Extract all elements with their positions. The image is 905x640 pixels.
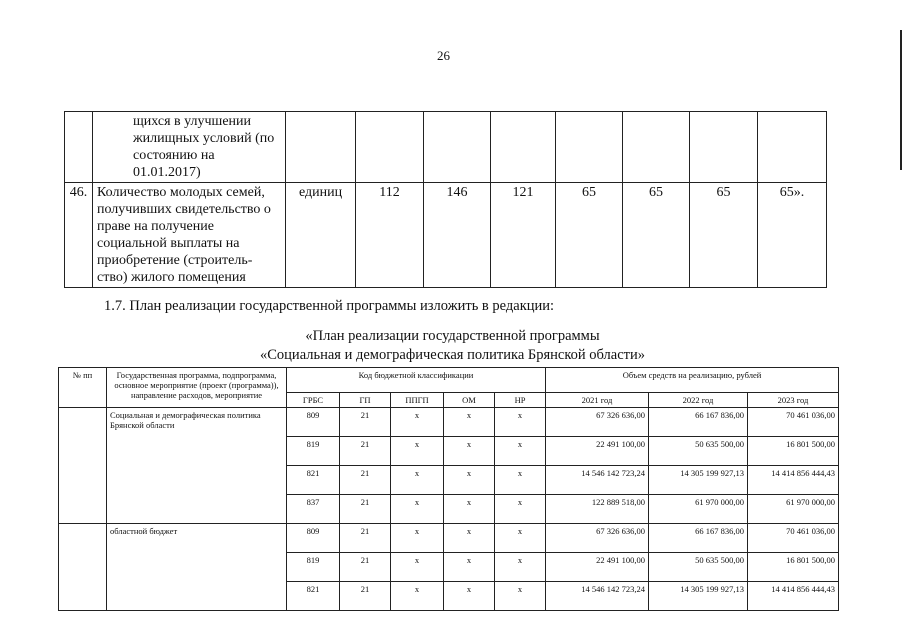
y2022-cell: 66 167 836,00	[649, 524, 748, 553]
nr-cell: х	[495, 495, 546, 524]
y2022-cell: 14 305 199 927,13	[649, 466, 748, 495]
header-2021: 2021 год	[546, 393, 649, 408]
y2023-cell: 16 801 500,00	[748, 437, 839, 466]
ppgp-cell: х	[391, 495, 444, 524]
unit-cell: единиц	[286, 183, 356, 288]
program-name: Социальная и демографическая политика Брянской области	[107, 408, 287, 524]
gp-cell: 21	[340, 582, 391, 611]
grbs-cell: 809	[287, 408, 340, 437]
y2023-cell: 14 414 856 444,43	[748, 466, 839, 495]
grbs-cell: 809	[287, 524, 340, 553]
y2021-cell: 67 326 636,00	[546, 408, 649, 437]
y2023-cell: 14 414 856 444,43	[748, 582, 839, 611]
nr-cell: х	[495, 466, 546, 495]
value-cell: 65	[556, 183, 623, 288]
gp-cell: 21	[340, 524, 391, 553]
ppgp-cell: х	[391, 437, 444, 466]
nr-cell: х	[495, 437, 546, 466]
om-cell: х	[444, 437, 495, 466]
value-cell: 112	[356, 183, 424, 288]
nr-cell: х	[495, 582, 546, 611]
om-cell: х	[444, 582, 495, 611]
grbs-cell: 819	[287, 553, 340, 582]
row-number	[65, 112, 93, 183]
value-cell: 65	[690, 183, 758, 288]
nr-cell: х	[495, 553, 546, 582]
ppgp-cell: х	[391, 408, 444, 437]
om-cell: х	[444, 524, 495, 553]
value-cell: 65».	[758, 183, 827, 288]
y2021-cell: 22 491 100,00	[546, 437, 649, 466]
plan-title-line1: «План реализации государственной программы	[305, 328, 600, 344]
ppgp-cell: х	[391, 466, 444, 495]
om-cell: х	[444, 553, 495, 582]
grbs-cell: 837	[287, 495, 340, 524]
row-number: 46.	[65, 183, 93, 288]
y2023-cell: 70 461 036,00	[748, 524, 839, 553]
header-funds: Объем средств на реализацию, рублей	[546, 368, 839, 393]
gp-cell: 21	[340, 495, 391, 524]
header-budget-code: Код бюджетной классификации	[287, 368, 546, 393]
indicator-text: щихся в улучшении жилищных условий (по состоянию на 01.01.2017)	[93, 112, 286, 183]
y2021-cell: 122 889 518,00	[546, 495, 649, 524]
nr-cell: х	[495, 524, 546, 553]
row-number	[59, 524, 107, 611]
header-row	[59, 368, 839, 393]
ppgp-cell: х	[391, 553, 444, 582]
om-cell: х	[444, 466, 495, 495]
table-row	[59, 524, 839, 553]
program-name: областной бюджет	[107, 524, 287, 611]
om-cell: х	[444, 408, 495, 437]
table-row	[65, 112, 827, 183]
value-cell: 65	[623, 183, 690, 288]
header-2023: 2023 год	[748, 393, 839, 408]
header-program: Государственная программа, подпрограмма, основное мероприятие (проект (программа)), направление расходов, мероприятие	[107, 368, 287, 408]
y2022-cell: 14 305 199 927,13	[649, 582, 748, 611]
value-cell: 121	[491, 183, 556, 288]
gp-cell: 21	[340, 466, 391, 495]
header-ppgp: ППГП	[391, 393, 444, 408]
y2021-cell: 14 546 142 723,24	[546, 582, 649, 611]
y2022-cell: 50 635 500,00	[649, 437, 748, 466]
section-text: 1.7. План реализации государственной программы изложить в редакции:	[104, 298, 555, 314]
plan-title	[0, 327, 905, 365]
y2021-cell: 22 491 100,00	[546, 553, 649, 582]
grbs-cell: 821	[287, 582, 340, 611]
y2023-cell: 16 801 500,00	[748, 553, 839, 582]
y2022-cell: 61 970 000,00	[649, 495, 748, 524]
plan-table	[58, 367, 839, 611]
header-om: ОМ	[444, 393, 495, 408]
ppgp-cell: х	[391, 582, 444, 611]
header-grbs: ГРБС	[287, 393, 340, 408]
y2022-cell: 50 635 500,00	[649, 553, 748, 582]
indicator-text: Количество молодых семей, получивших свидетельство о праве на получение социальной выплаты на приобретение (строитель-ство) жилого помещения	[93, 183, 286, 288]
header-2022: 2022 год	[649, 393, 748, 408]
y2023-cell: 61 970 000,00	[748, 495, 839, 524]
table-row	[65, 183, 827, 288]
row-number	[59, 408, 107, 524]
indicators-table	[64, 111, 827, 288]
table-row	[59, 408, 839, 437]
gp-cell: 21	[340, 408, 391, 437]
header-gp: ГП	[340, 393, 391, 408]
ppgp-cell: х	[391, 524, 444, 553]
y2021-cell: 67 326 636,00	[546, 524, 649, 553]
grbs-cell: 819	[287, 437, 340, 466]
grbs-cell: 821	[287, 466, 340, 495]
header-num: № пп	[59, 368, 107, 408]
y2023-cell: 70 461 036,00	[748, 408, 839, 437]
plan-table-body	[59, 408, 839, 611]
om-cell: х	[444, 495, 495, 524]
value-cell: 146	[424, 183, 491, 288]
plan-title-line2: «Социальная и демографическая политика Брянской области»	[260, 347, 645, 363]
gp-cell: 21	[340, 553, 391, 582]
page-edge-line	[900, 30, 902, 170]
y2021-cell: 14 546 142 723,24	[546, 466, 649, 495]
header-nr: НР	[495, 393, 546, 408]
gp-cell: 21	[340, 437, 391, 466]
y2022-cell: 66 167 836,00	[649, 408, 748, 437]
page-number: 26	[437, 48, 450, 63]
nr-cell: х	[495, 408, 546, 437]
